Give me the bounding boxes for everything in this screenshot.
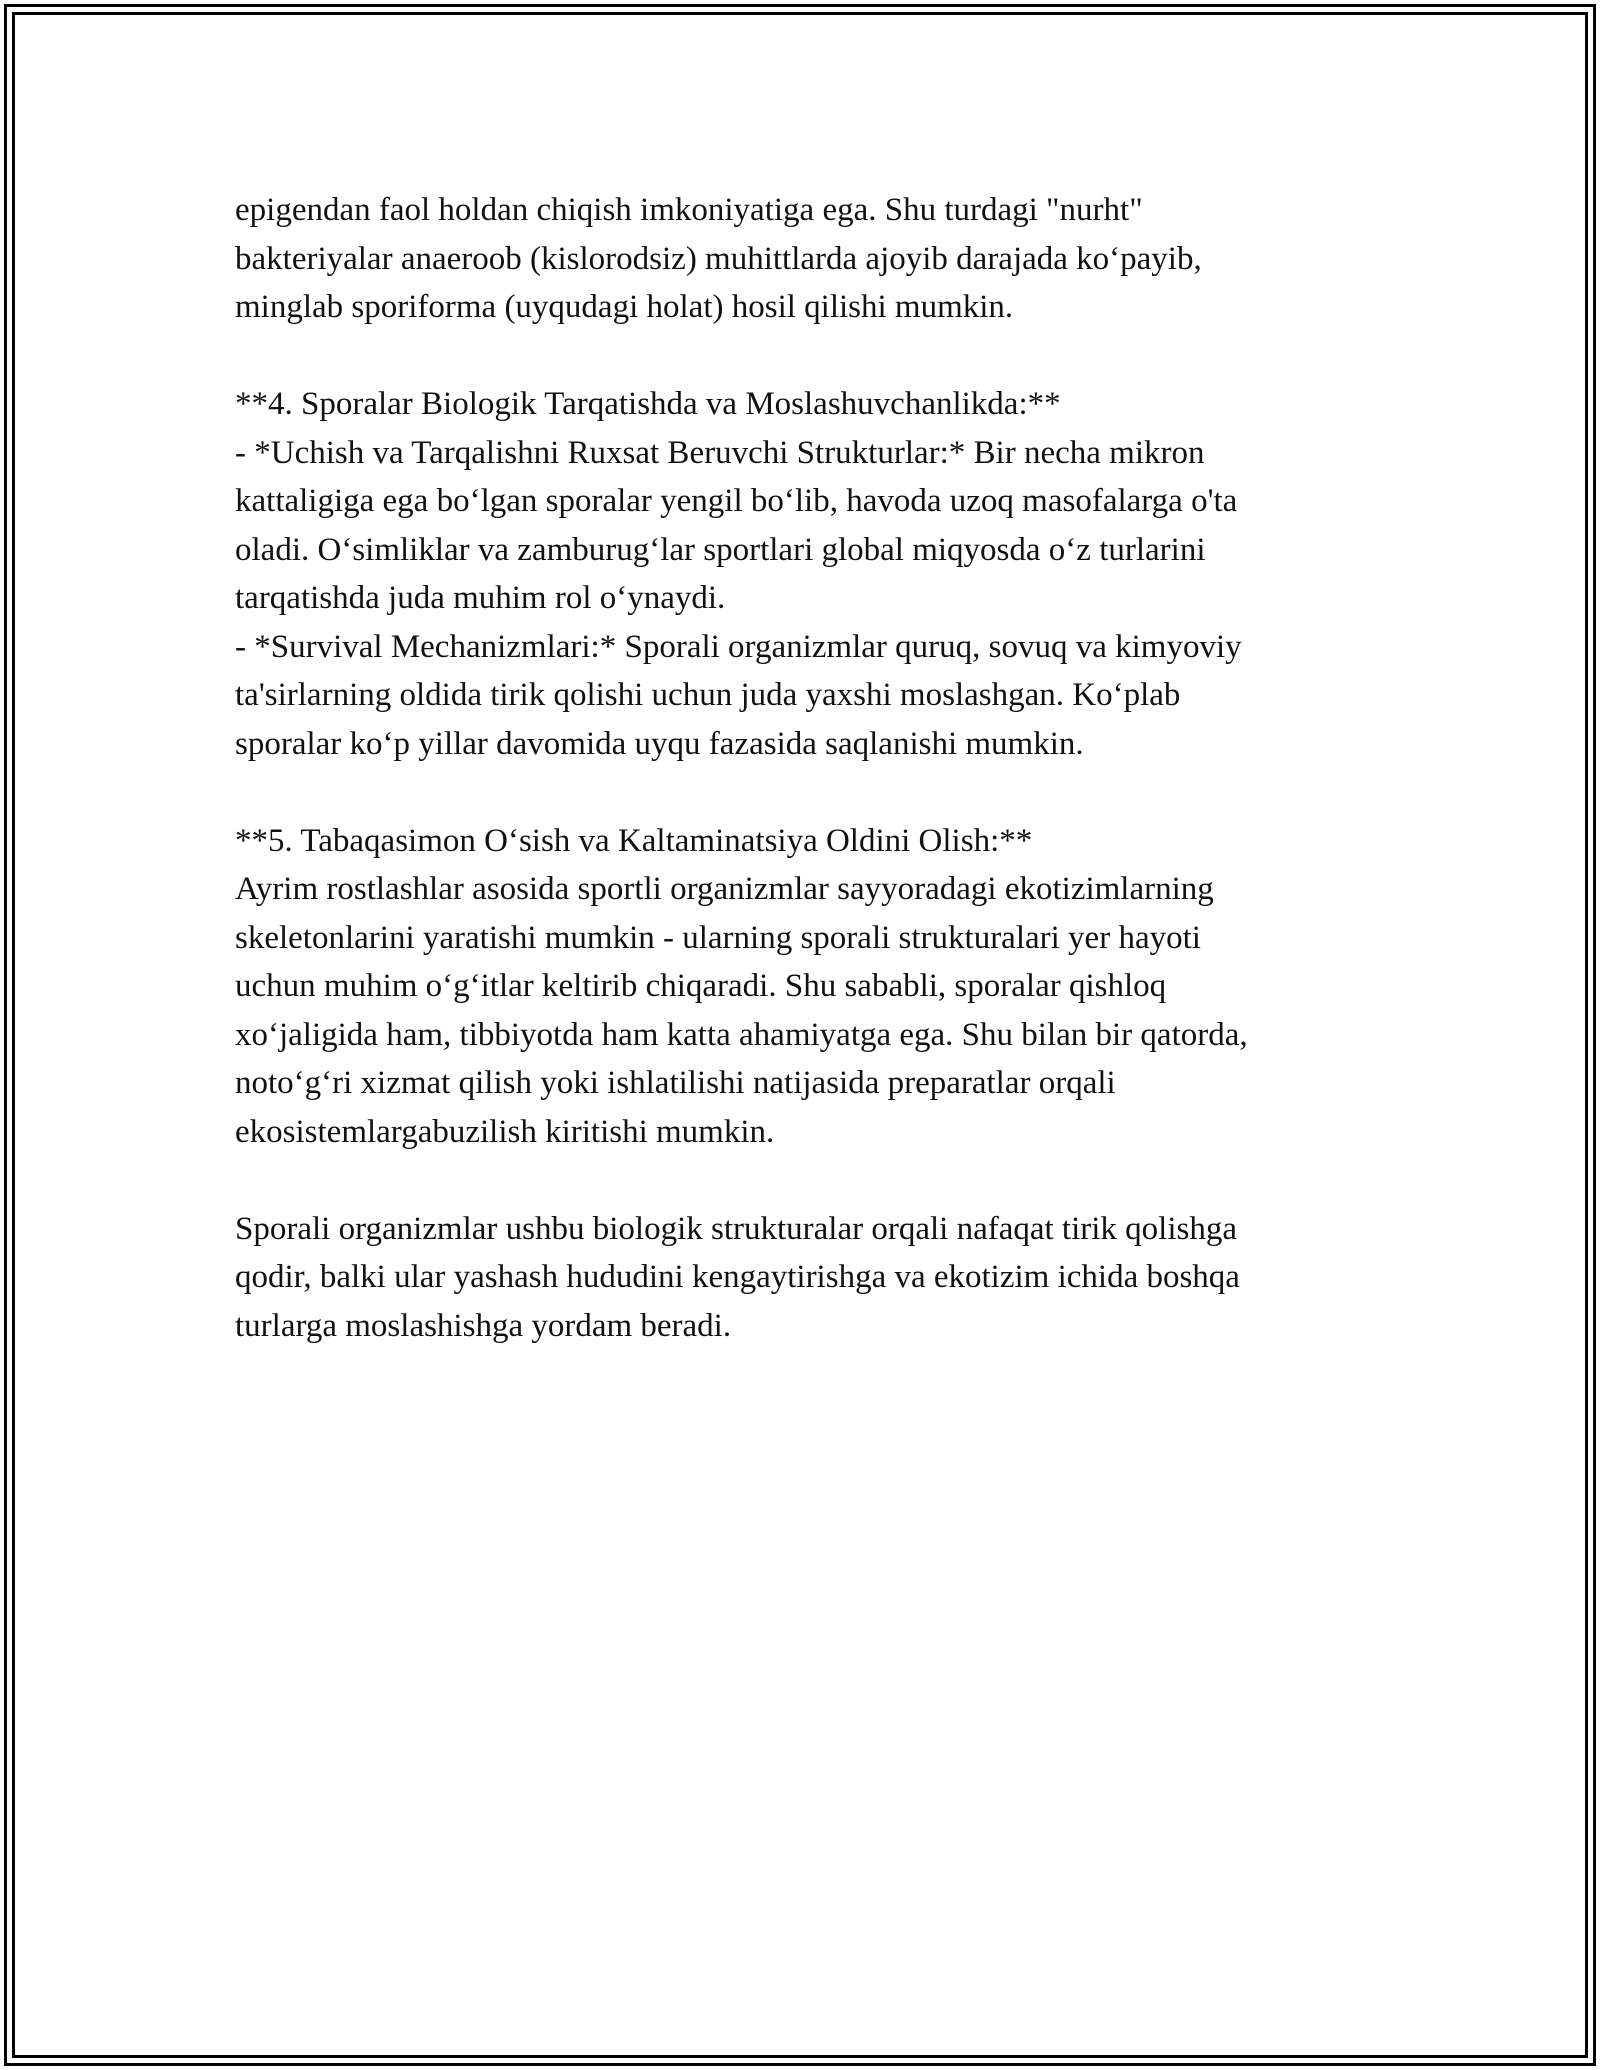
section-heading: **4. Sporalar Biologik Tarqatishda va Moslashuvchanlikda:** — [235, 386, 1061, 422]
text-line: Ayrim rostlashlar asosida sportli organizmlar sayyoradagi ekotizimlarning — [235, 871, 1214, 907]
text-line: skeletonlarini yaratishi mumkin - ularning sporali strukturalari yer hayoti — [235, 919, 1201, 956]
text-line: kattaligiga ega bo‘lgan sporalar yengil bo‘lib, havoda uzoq masofalarga o'ta — [235, 483, 1238, 519]
text-line: ekosistemlargabuzilish kiritishi mumkin. — [235, 1113, 775, 1150]
text-line: xo‘jaligida ham, tibbiyotda ham katta ahamiyatga ega. Shu bilan bir qatorda, — [235, 1016, 1248, 1053]
paragraph-3 — [235, 817, 1385, 1157]
text-line: sporalar ko‘p yillar davomida uyqu fazasida saqlanishi mumkin. — [235, 725, 1084, 762]
text-line: minglab sporiforma (uyqudagi holat) hosil qilishi mumkin. — [235, 289, 1014, 325]
paragraph-1 — [235, 186, 1385, 332]
document-body — [235, 186, 1385, 1399]
paragraph-2 — [235, 380, 1385, 768]
text-line: bakteriyalar anaeroob (kislorodsiz) muhittlarda ajoyib darajada ko‘payib, — [235, 240, 1202, 277]
text-line: Sporali organizmlar ushbu biologik strukturalar orqali nafaqat tirik qolishga — [235, 1210, 1238, 1247]
section-heading: **5. Tabaqasimon O‘sish va Kaltaminatsiya Oldini Olish:** — [235, 822, 1033, 859]
text-line: turlarga moslashishga yordam beradi. — [235, 1307, 732, 1344]
text-line: uchun muhim o‘g‘itlar keltirib chiqaradi. Shu sababli, sporalar qishloq — [235, 968, 1167, 1004]
text-line: - *Uchish va Tarqalishni Ruxsat Beruvchi Strukturlar:* Bir necha mikron — [235, 434, 1205, 471]
text-line: - *Survival Mechanizmlari:* Sporali organizmlar quruq, sovuq va kimyoviy — [235, 628, 1242, 665]
text-line: oladi. O‘simliklar va zamburug‘lar sportlari global miqyosda o‘z turlarini — [235, 531, 1206, 568]
text-line: epigendan faol holdan chiqish imkoniyatiga ega. Shu turdagi "nurht" — [235, 192, 1143, 228]
text-line: noto‘g‘ri xizmat qilish yoki ishlatilishi natijasida preparatlar orqali — [235, 1065, 1116, 1101]
text-line: ta'sirlarning oldida tirik qolishi uchun juda yaxshi moslashgan. Ko‘plab — [235, 677, 1181, 713]
text-line: tarqatishda juda muhim rol o‘ynaydi. — [235, 580, 726, 616]
paragraph-4 — [235, 1205, 1385, 1351]
text-line: qodir, balki ular yashash hududini kengaytirishga va ekotizim ichida boshqa — [235, 1259, 1240, 1295]
